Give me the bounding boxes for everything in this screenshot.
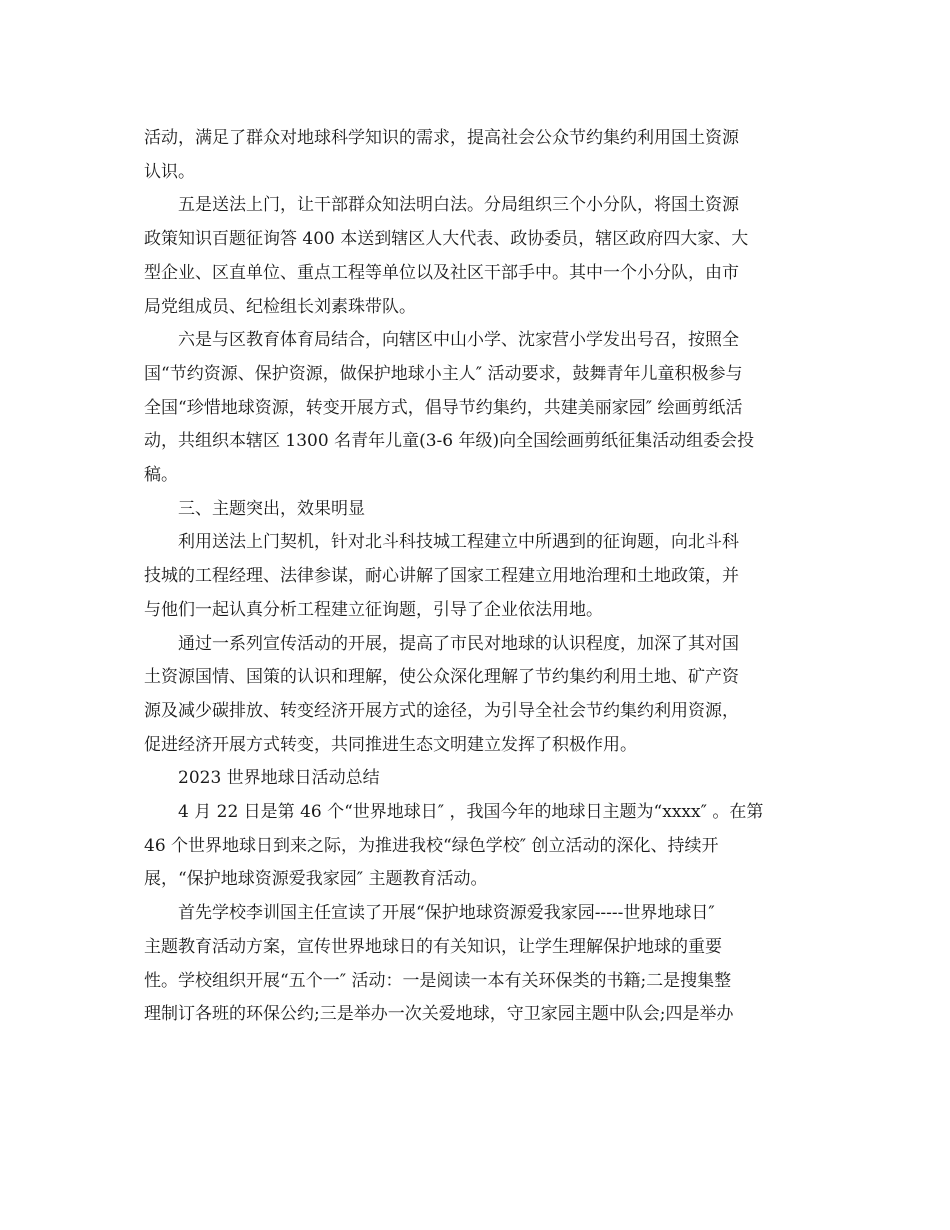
text-line: 首先学校李训国主任宣读了开展“保护地球资源爱我家园-----世界地球日″ (178, 903, 715, 924)
text-line: 全国“珍惜地球资源，转变开展方式，倡导节约集约，共建美丽家园″ 绘画剪纸活 (144, 397, 743, 418)
text-line: 利用送法上门契机，针对北斗科技城工程建立中所遇到的征询题，向北斗科 (178, 532, 739, 553)
text-line: 理制订各班的环保公约;三是举办一次关爱地球，守卫家园主题中队会;四是举办 (144, 1004, 734, 1025)
paragraph-3 (144, 324, 804, 493)
paragraph-9 (144, 897, 804, 1032)
text-line: 4 月 22 日是第 46 个“世界地球日″ ，我国今年的地球日主题为“xxxx″ 。在第 (178, 802, 764, 823)
text-line: 与他们一起认真分析工程建立征询题，引导了企业依法用地。 (144, 599, 603, 620)
paragraph-1 (144, 122, 804, 189)
text-line: 稿。 (144, 465, 178, 486)
text-line: 国“节约资源、保护资源，做保护地球小主人″ 活动要求，鼓舞青年儿童积极参与 (144, 363, 743, 384)
text-line: 政策知识百题征询答 400 本送到辖区人大代表、政协委员，辖区政府四大家、大 (144, 229, 749, 250)
text-line: 三、主题突出，效果明显 (178, 498, 365, 519)
text-line: 主题教育活动方案，宣传世界地球日的有关知识，让学生理解保护地球的重要 (144, 936, 722, 957)
text-line: 通过一系列宣传活动的开展，提高了市民对地球的认识程度，加深了其对国 (178, 633, 739, 654)
text-line: 2023 世界地球日活动总结 (178, 768, 380, 789)
section-heading (144, 493, 804, 527)
paragraph-2 (144, 189, 804, 324)
text-line: 展，“保护地球资源爱我家园″ 主题教育活动。 (144, 869, 488, 890)
text-line: 源及减少碳排放、转变经济开展方式的途径，为引导全社会节约集约利用资源， (144, 700, 739, 721)
document-title (144, 762, 804, 796)
paragraph-8 (144, 796, 804, 897)
text-line: 土资源国情、国策的认识和理解，使公众深化理解了节约集约利用土地、矿产资 (144, 667, 739, 688)
text-line: 性。学校组织开展“五个一″ 活动：一是阅读一本有关环保类的书籍;二是搜集整 (144, 970, 732, 991)
text-line: 五是送法上门，让干部群众知法明白法。分局组织三个小分队，将国土资源 (178, 195, 739, 216)
text-line: 认识。 (144, 161, 195, 182)
text-line: 活动，满足了群众对地球科学知识的需求，提高社会公众节约集约利用国土资源 (144, 128, 739, 148)
text-line: 促进经济开展方式转变，共同推进生态文明建立发挥了积极作用。 (144, 734, 637, 755)
text-line: 六是与区教育体育局结合，向辖区中山小学、沈家营小学发出号召，按照全 (178, 330, 739, 351)
text-line: 46 个世界地球日到来之际，为推进我校“绿色学校″ 创立活动的深化、持续开 (144, 835, 719, 856)
paragraph-6 (144, 628, 804, 763)
text-line: 局党组成员、纪检组长刘素珠带队。 (144, 296, 416, 317)
paragraph-5 (144, 526, 804, 627)
document-page (144, 122, 804, 1032)
text-line: 动，共组织本辖区 1300 名青年儿童(3-6 年级)向全国绘画剪纸征集活动组委会投 (144, 431, 755, 452)
text-line: 技城的工程经理、法律参谋，耐心讲解了国家工程建立用地治理和土地政策，并 (144, 566, 739, 587)
text-line: 型企业、区直单位、重点工程等单位以及社区干部手中。其中一个小分队，由市 (144, 262, 739, 283)
